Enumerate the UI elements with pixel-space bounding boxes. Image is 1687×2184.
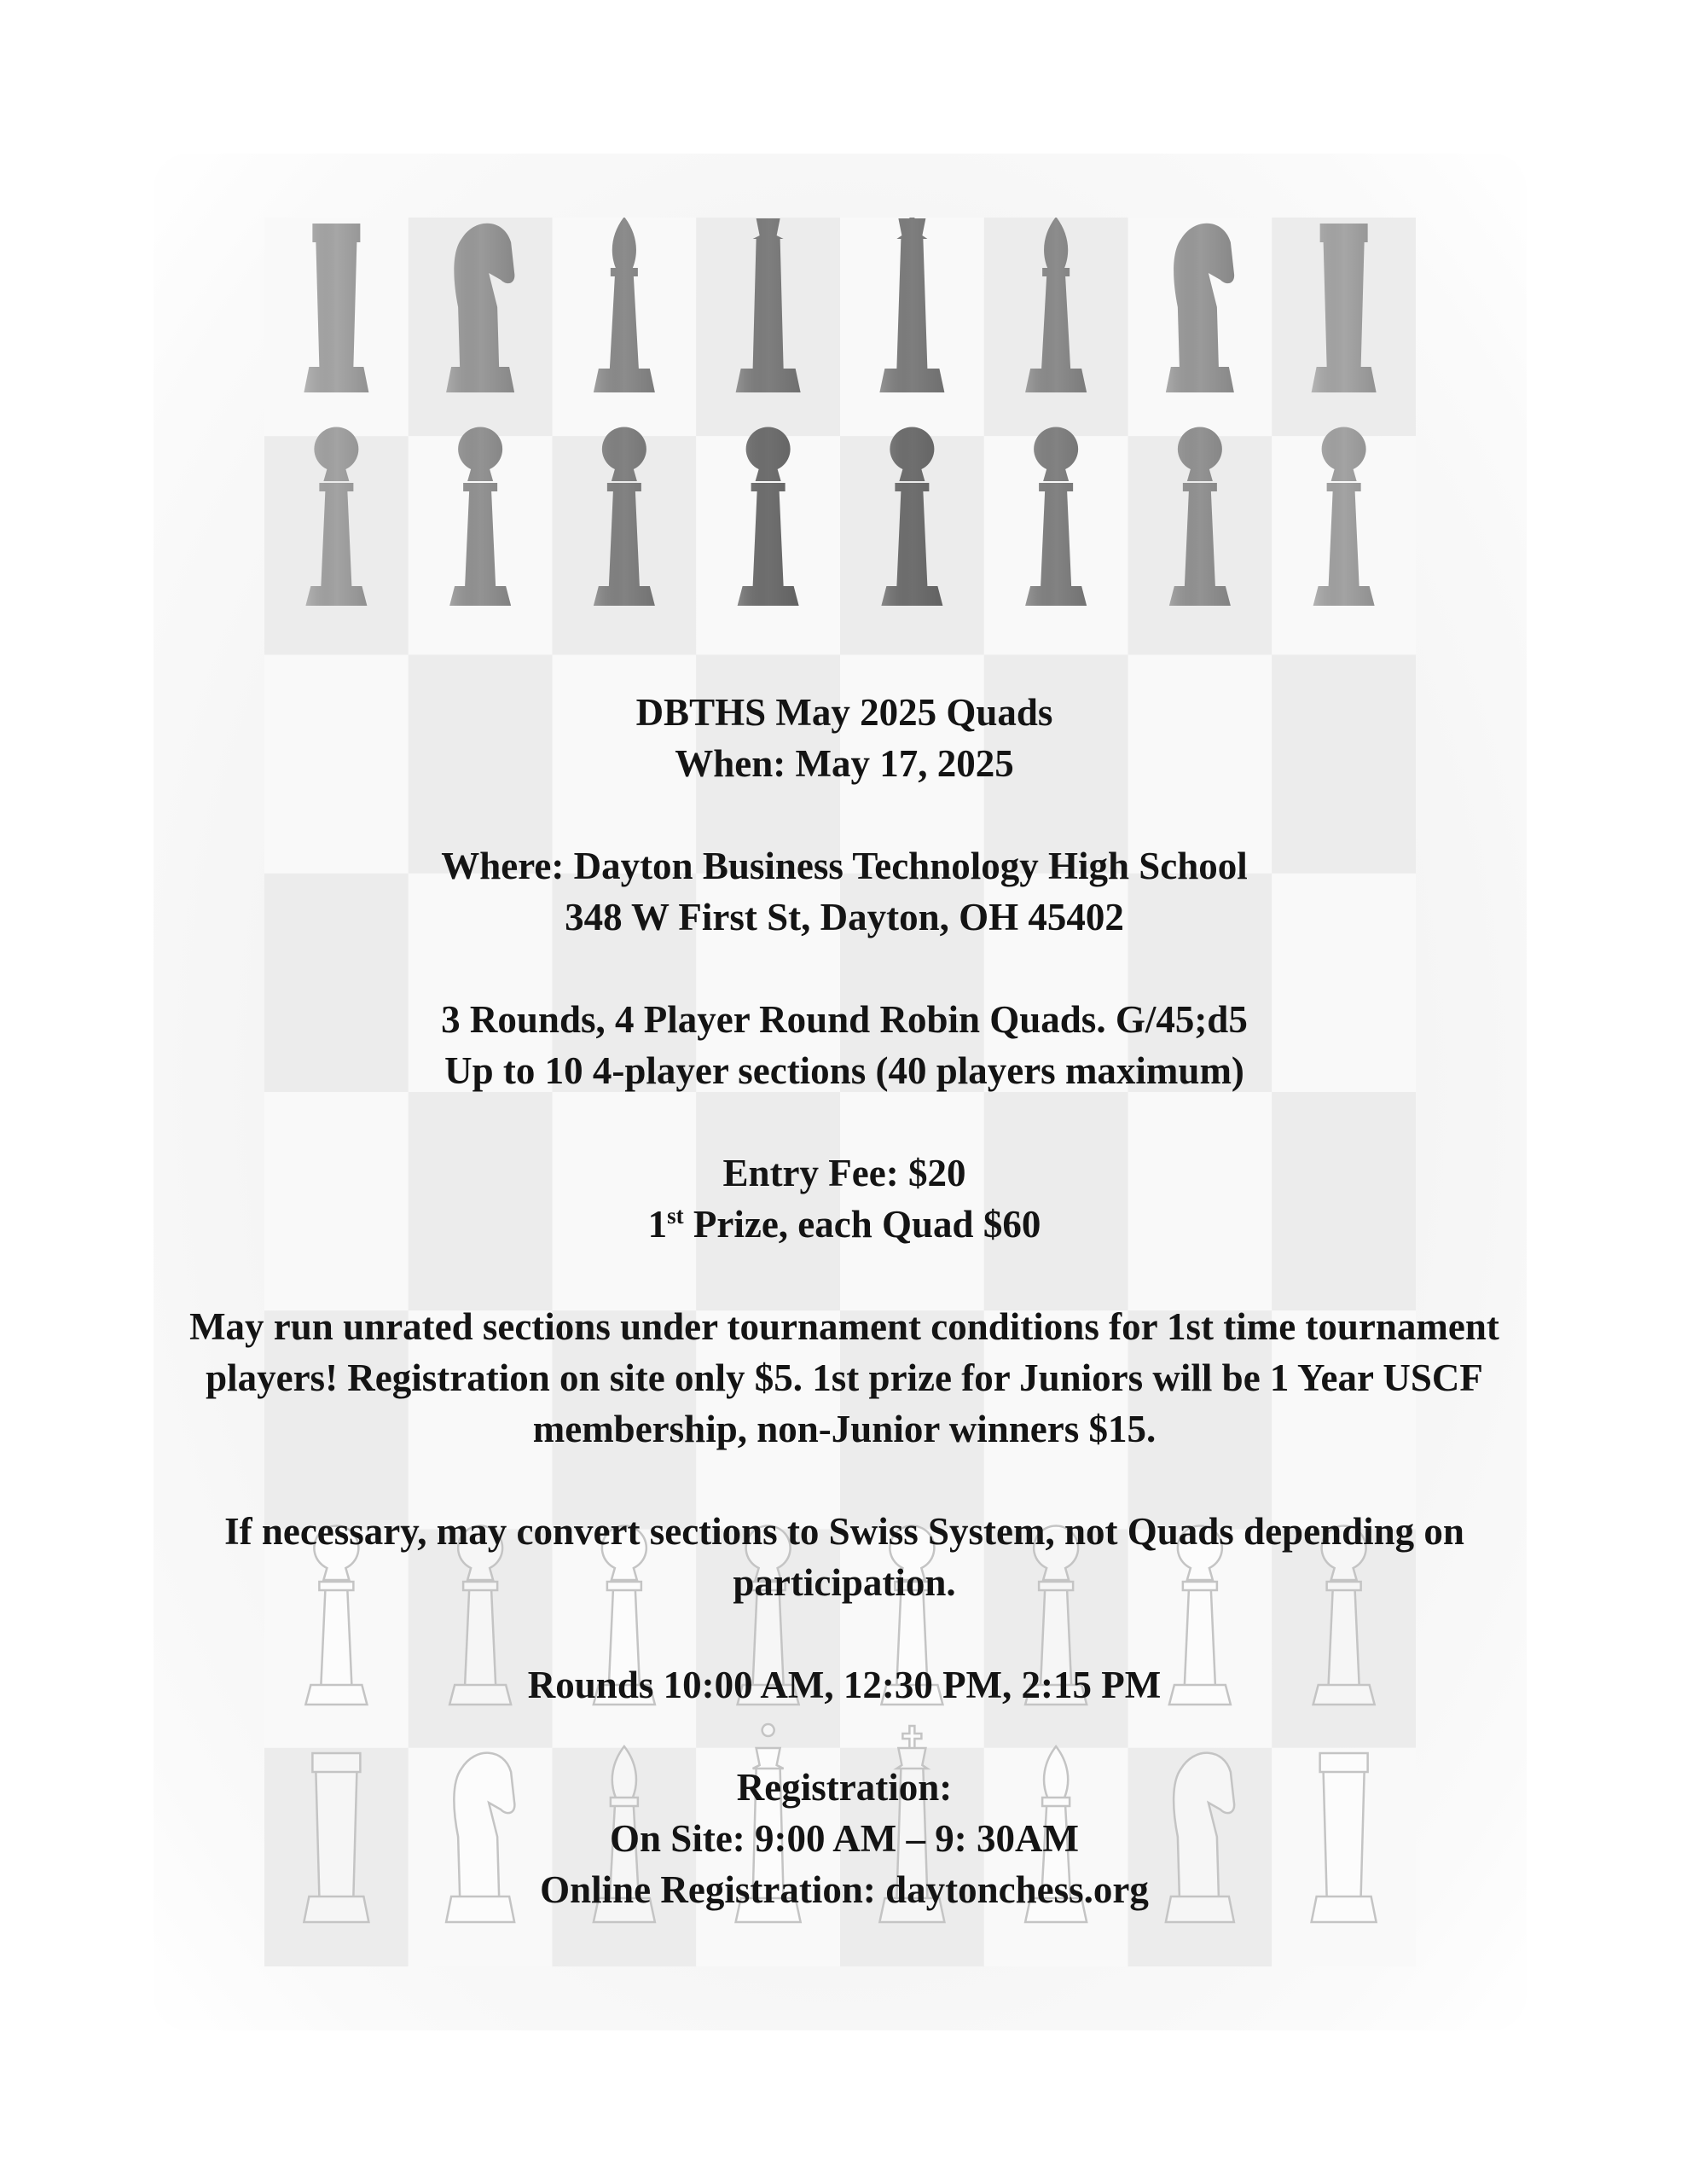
- unrated-note-block: [145, 1301, 1544, 1455]
- tournament-format: [145, 994, 1544, 1096]
- swiss-note: If necessary, may convert sections to Swiss System, not Quads depending on participation.: [224, 1510, 1464, 1604]
- registration-heading: Registration:: [736, 1766, 953, 1809]
- prize-text: Prize, each Quad $60: [683, 1203, 1041, 1246]
- venue-address: 348 W First St, Dayton, OH 45402: [565, 896, 1124, 938]
- sections-limit: Up to 10 4-player sections (40 players maximum): [444, 1049, 1244, 1092]
- online-registration: Online Registration: daytonchess.org: [540, 1868, 1149, 1911]
- prize-ordinal-suffix: st: [667, 1203, 684, 1228]
- unrated-note: May run unrated sections under tournament conditions for 1st time tournament players! Registration on site only $5. 1st prize for Juniors will be 1 Year USCF membership, non-Junior winners $15.: [189, 1305, 1499, 1450]
- event-heading: [145, 687, 1544, 789]
- registration-info: [145, 1762, 1544, 1915]
- entry-fee: Entry Fee: $20: [722, 1152, 966, 1194]
- event-location: [145, 840, 1544, 943]
- flyer-text: [145, 687, 1544, 1966]
- onsite-registration: On Site: 9:00 AM – 9: 30AM: [610, 1817, 1079, 1860]
- fees-prizes: [145, 1147, 1544, 1250]
- round-times-block: [145, 1659, 1544, 1711]
- prize-ordinal-number: 1: [647, 1203, 668, 1246]
- rounds-format: 3 Rounds, 4 Player Round Robin Quads. G/45;d5: [441, 998, 1248, 1041]
- swiss-note-block: [145, 1506, 1544, 1608]
- event-title: DBTHS May 2025 Quads: [635, 691, 1053, 734]
- round-times: Rounds 10:00 AM, 12:30 PM, 2:15 PM: [527, 1664, 1162, 1706]
- first-prize: [145, 1199, 1544, 1250]
- event-date: When: May 17, 2025: [675, 742, 1014, 785]
- venue-name: Where: Dayton Business Technology High School: [441, 845, 1248, 887]
